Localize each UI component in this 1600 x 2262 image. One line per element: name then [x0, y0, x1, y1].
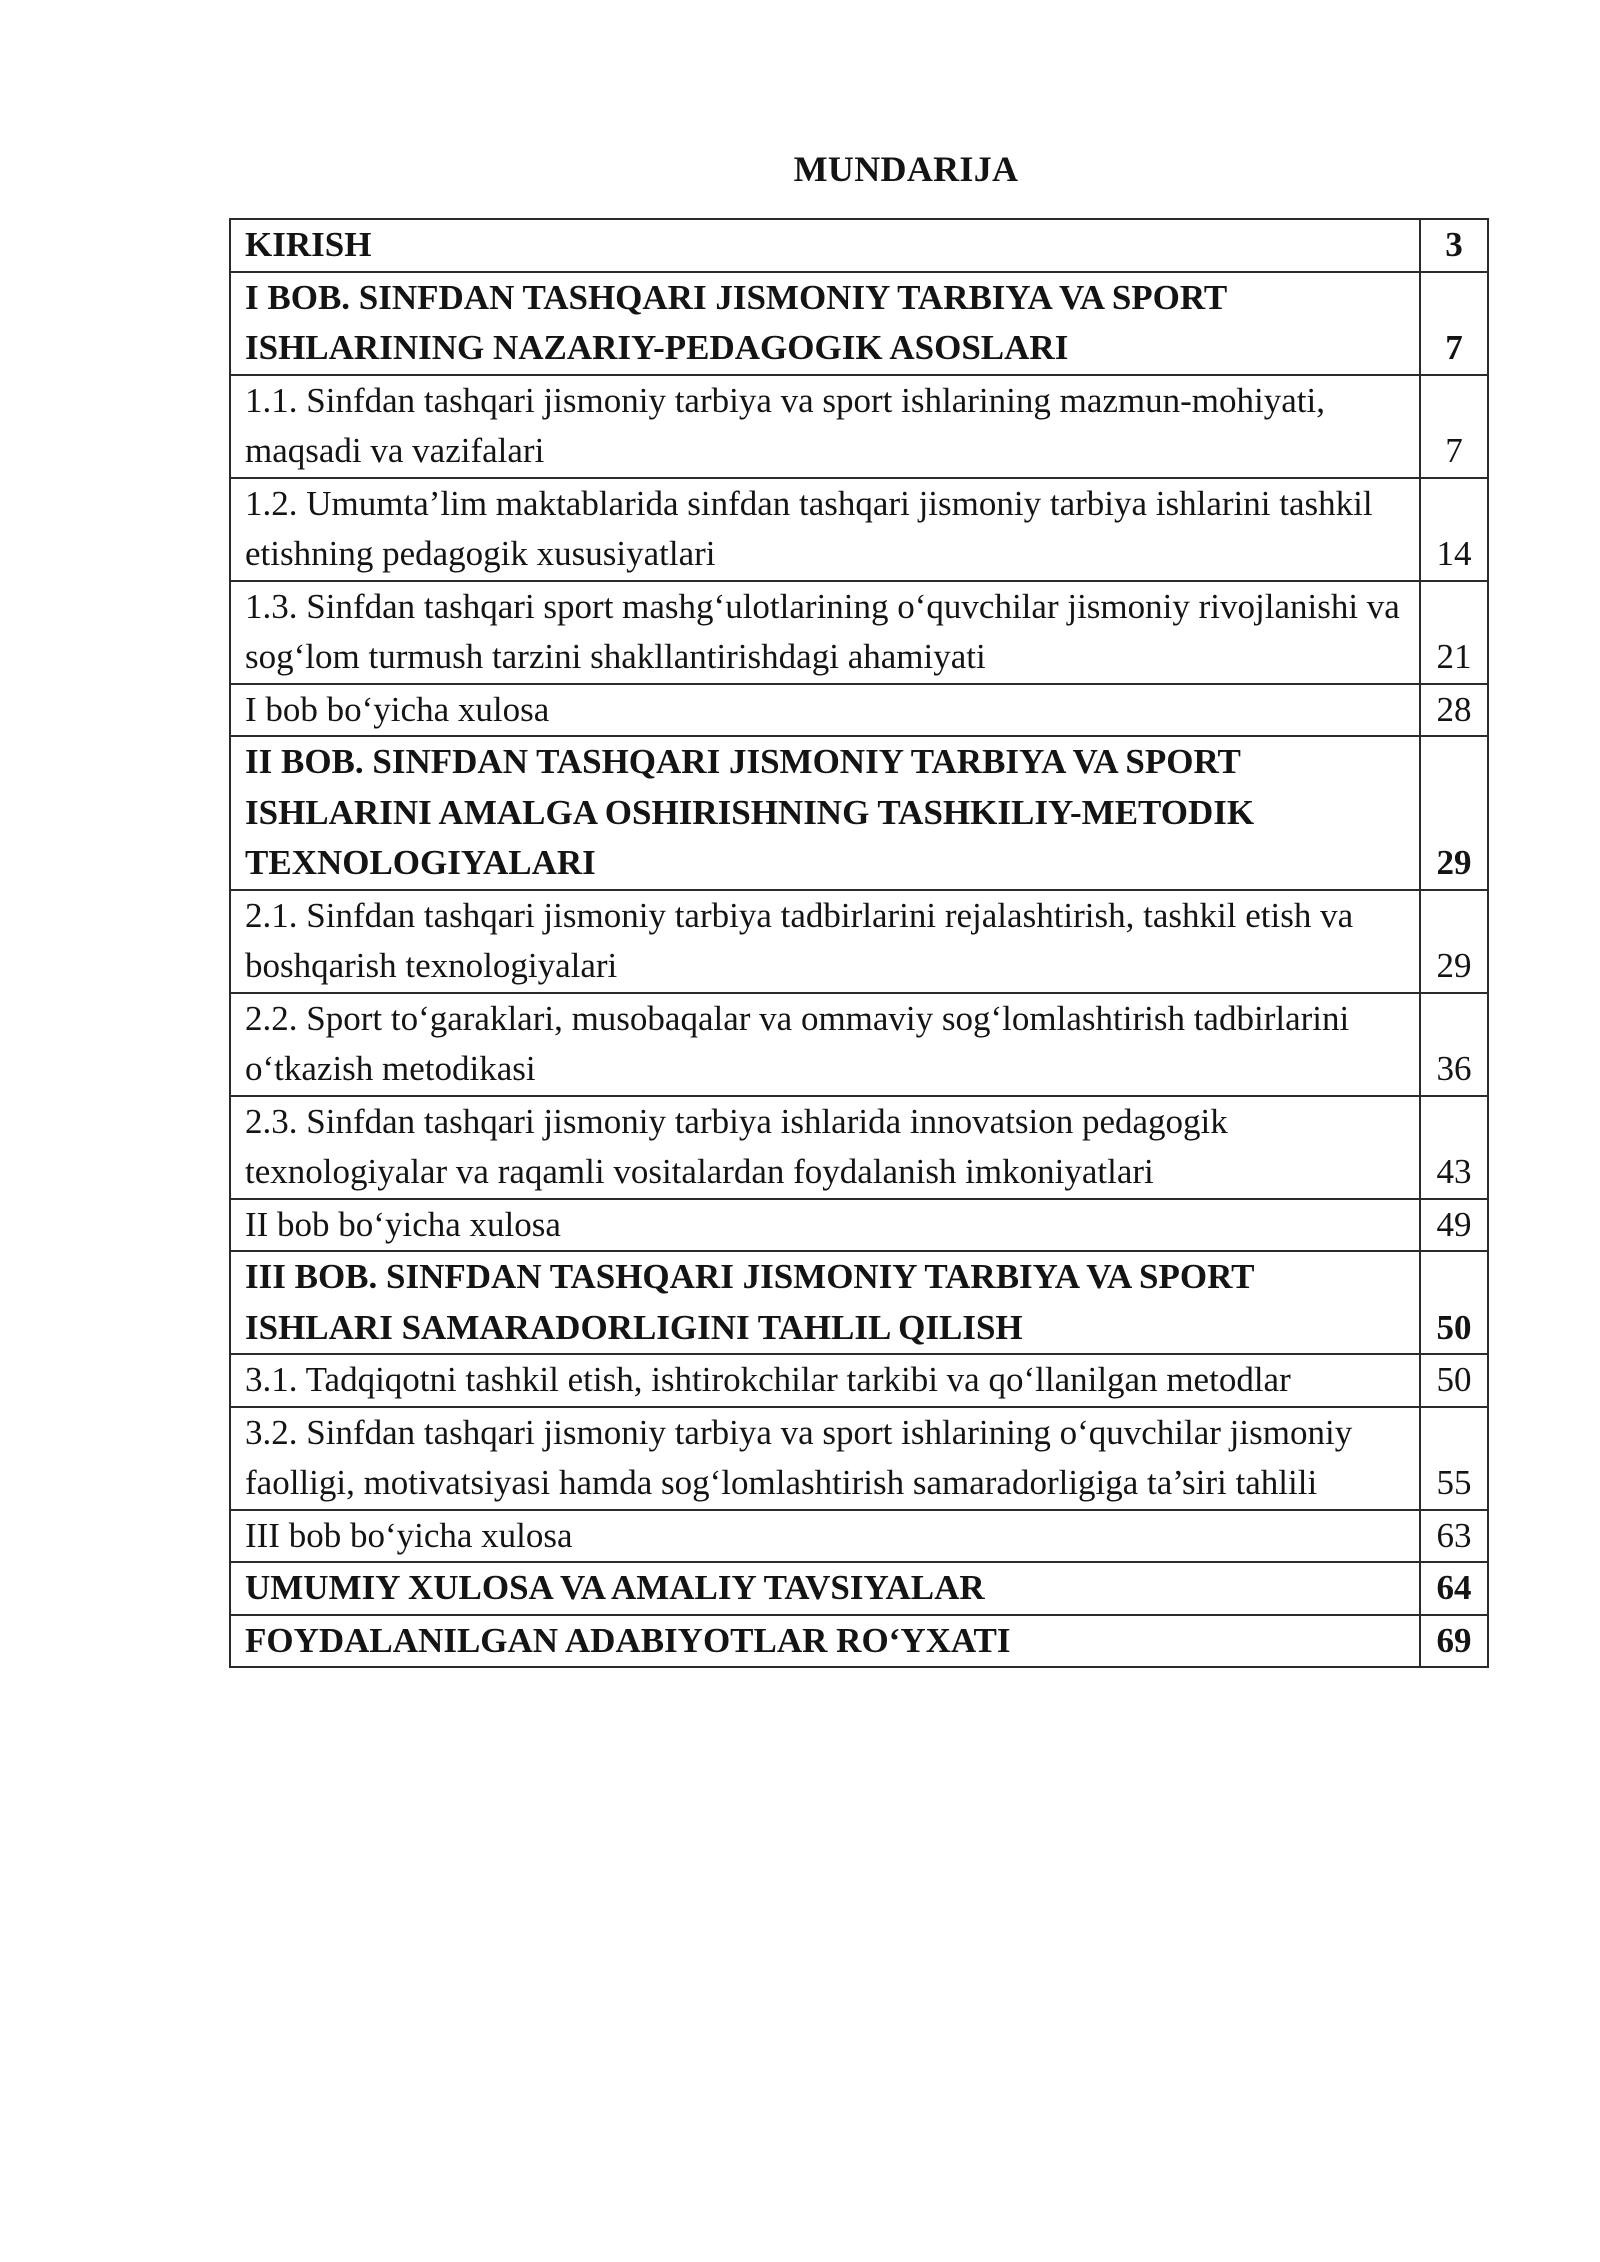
toc-row	[230, 219, 1488, 272]
toc-entry-title: 1.2. Umumta’lim maktablarida sinfdan tashqari jismoniy tarbiya ishlarini tashkil etishning pedagogik xususiyatlari	[230, 478, 1420, 581]
toc-row	[230, 1407, 1488, 1510]
toc-entry-title: 1.1. Sinfdan tashqari jismoniy tarbiya va sport ishlarining mazmun-mohiyati, maqsadi va vazifalari	[230, 375, 1420, 478]
toc-entry-page: 7	[1420, 272, 1488, 375]
toc-entry-title: 3.1. Tadqiqotni tashkil etish, ishtirokchilar tarkibi va qo‘llanilgan metodlar	[230, 1354, 1420, 1407]
toc-entry-title: I BOB. SINFDAN TASHQARI JISMONIY TARBIYA VA SPORT ISHLARINING NAZARIY-PEDAGOGIK ASOSLARI	[230, 272, 1420, 375]
toc-entry-title: III BOB. SINFDAN TASHQARI JISMONIY TARBIYA VA SPORT ISHLARI SAMARADORLIGINI TAHLIL QILISH	[230, 1251, 1420, 1354]
toc-entry-title: II BOB. SINFDAN TASHQARI JISMONIY TARBIYA VA SPORT ISHLARINI AMALGA OSHIRISHNING TASHKILIY-METODIK TEXNOLOGIYALARI	[230, 736, 1420, 890]
toc-row	[230, 1354, 1488, 1407]
toc-row	[230, 890, 1488, 993]
toc-row	[230, 272, 1488, 375]
toc-entry-page: 28	[1420, 684, 1488, 737]
toc-entry-title: FOYDALANILGAN ADABIYOTLAR RO‘YXATI	[230, 1615, 1420, 1668]
toc-row	[230, 1510, 1488, 1563]
toc-entry-page: 14	[1420, 478, 1488, 581]
table-of-contents	[229, 218, 1489, 1668]
toc-row	[230, 581, 1488, 684]
toc-row	[230, 1251, 1488, 1354]
toc-entry-page: 63	[1420, 1510, 1488, 1563]
toc-entry-title: 2.3. Sinfdan tashqari jismoniy tarbiya ishlarida innovatsion pedagogik texnologiyalar va raqamli vositalardan foydalanish imkoniyatlari	[230, 1096, 1420, 1199]
toc-entry-page: 50	[1420, 1354, 1488, 1407]
toc-entry-page: 29	[1420, 736, 1488, 890]
toc-entry-title: I bob bo‘yicha xulosa	[230, 684, 1420, 737]
toc-entry-page: 3	[1420, 219, 1488, 272]
toc-row	[230, 478, 1488, 581]
toc-row	[230, 1096, 1488, 1199]
toc-entry-title: KIRISH	[230, 219, 1420, 272]
toc-entry-title: III bob bo‘yicha xulosa	[230, 1510, 1420, 1563]
toc-entry-page: 64	[1420, 1562, 1488, 1615]
toc-entry-page: 49	[1420, 1199, 1488, 1252]
toc-entry-title: 2.2. Sport to‘garaklari, musobaqalar va ommaviy sog‘lomlashtirish tadbirlarini o‘tkazish metodikasi	[230, 993, 1420, 1096]
toc-row	[230, 684, 1488, 737]
page-title: MUNDARIJA	[793, 149, 1019, 189]
toc-row	[230, 1615, 1488, 1668]
toc-entry-title: 2.1. Sinfdan tashqari jismoniy tarbiya tadbirlarini rejalashtirish, tashkil etish va boshqarish texnologiyalari	[230, 890, 1420, 993]
toc-entry-page: 50	[1420, 1251, 1488, 1354]
toc-row	[230, 736, 1488, 890]
toc-row	[230, 375, 1488, 478]
toc-entry-page: 36	[1420, 993, 1488, 1096]
toc-entry-page: 43	[1420, 1096, 1488, 1199]
toc-entry-title: II bob bo‘yicha xulosa	[230, 1199, 1420, 1252]
toc-row	[230, 993, 1488, 1096]
toc-entry-title: 1.3. Sinfdan tashqari sport mashg‘ulotlarining o‘quvchilar jismoniy rivojlanishi va sog‘lom turmush tarzini shakllantirishdagi ahamiyati	[230, 581, 1420, 684]
toc-entry-page: 55	[1420, 1407, 1488, 1510]
toc-entry-title: 3.2. Sinfdan tashqari jismoniy tarbiya va sport ishlarining o‘quvchilar jismoniy faolligi, motivatsiyasi hamda sog‘lomlashtirish samaradorligiga ta’siri tahlili	[230, 1407, 1420, 1510]
toc-entry-page: 21	[1420, 581, 1488, 684]
toc-row	[230, 1562, 1488, 1615]
toc-entry-title: UMUMIY XULOSA VA AMALIY TAVSIYALAR	[230, 1562, 1420, 1615]
toc-entry-page: 69	[1420, 1615, 1488, 1668]
toc-entry-page: 7	[1420, 375, 1488, 478]
toc-entry-page: 29	[1420, 890, 1488, 993]
toc-row	[230, 1199, 1488, 1252]
